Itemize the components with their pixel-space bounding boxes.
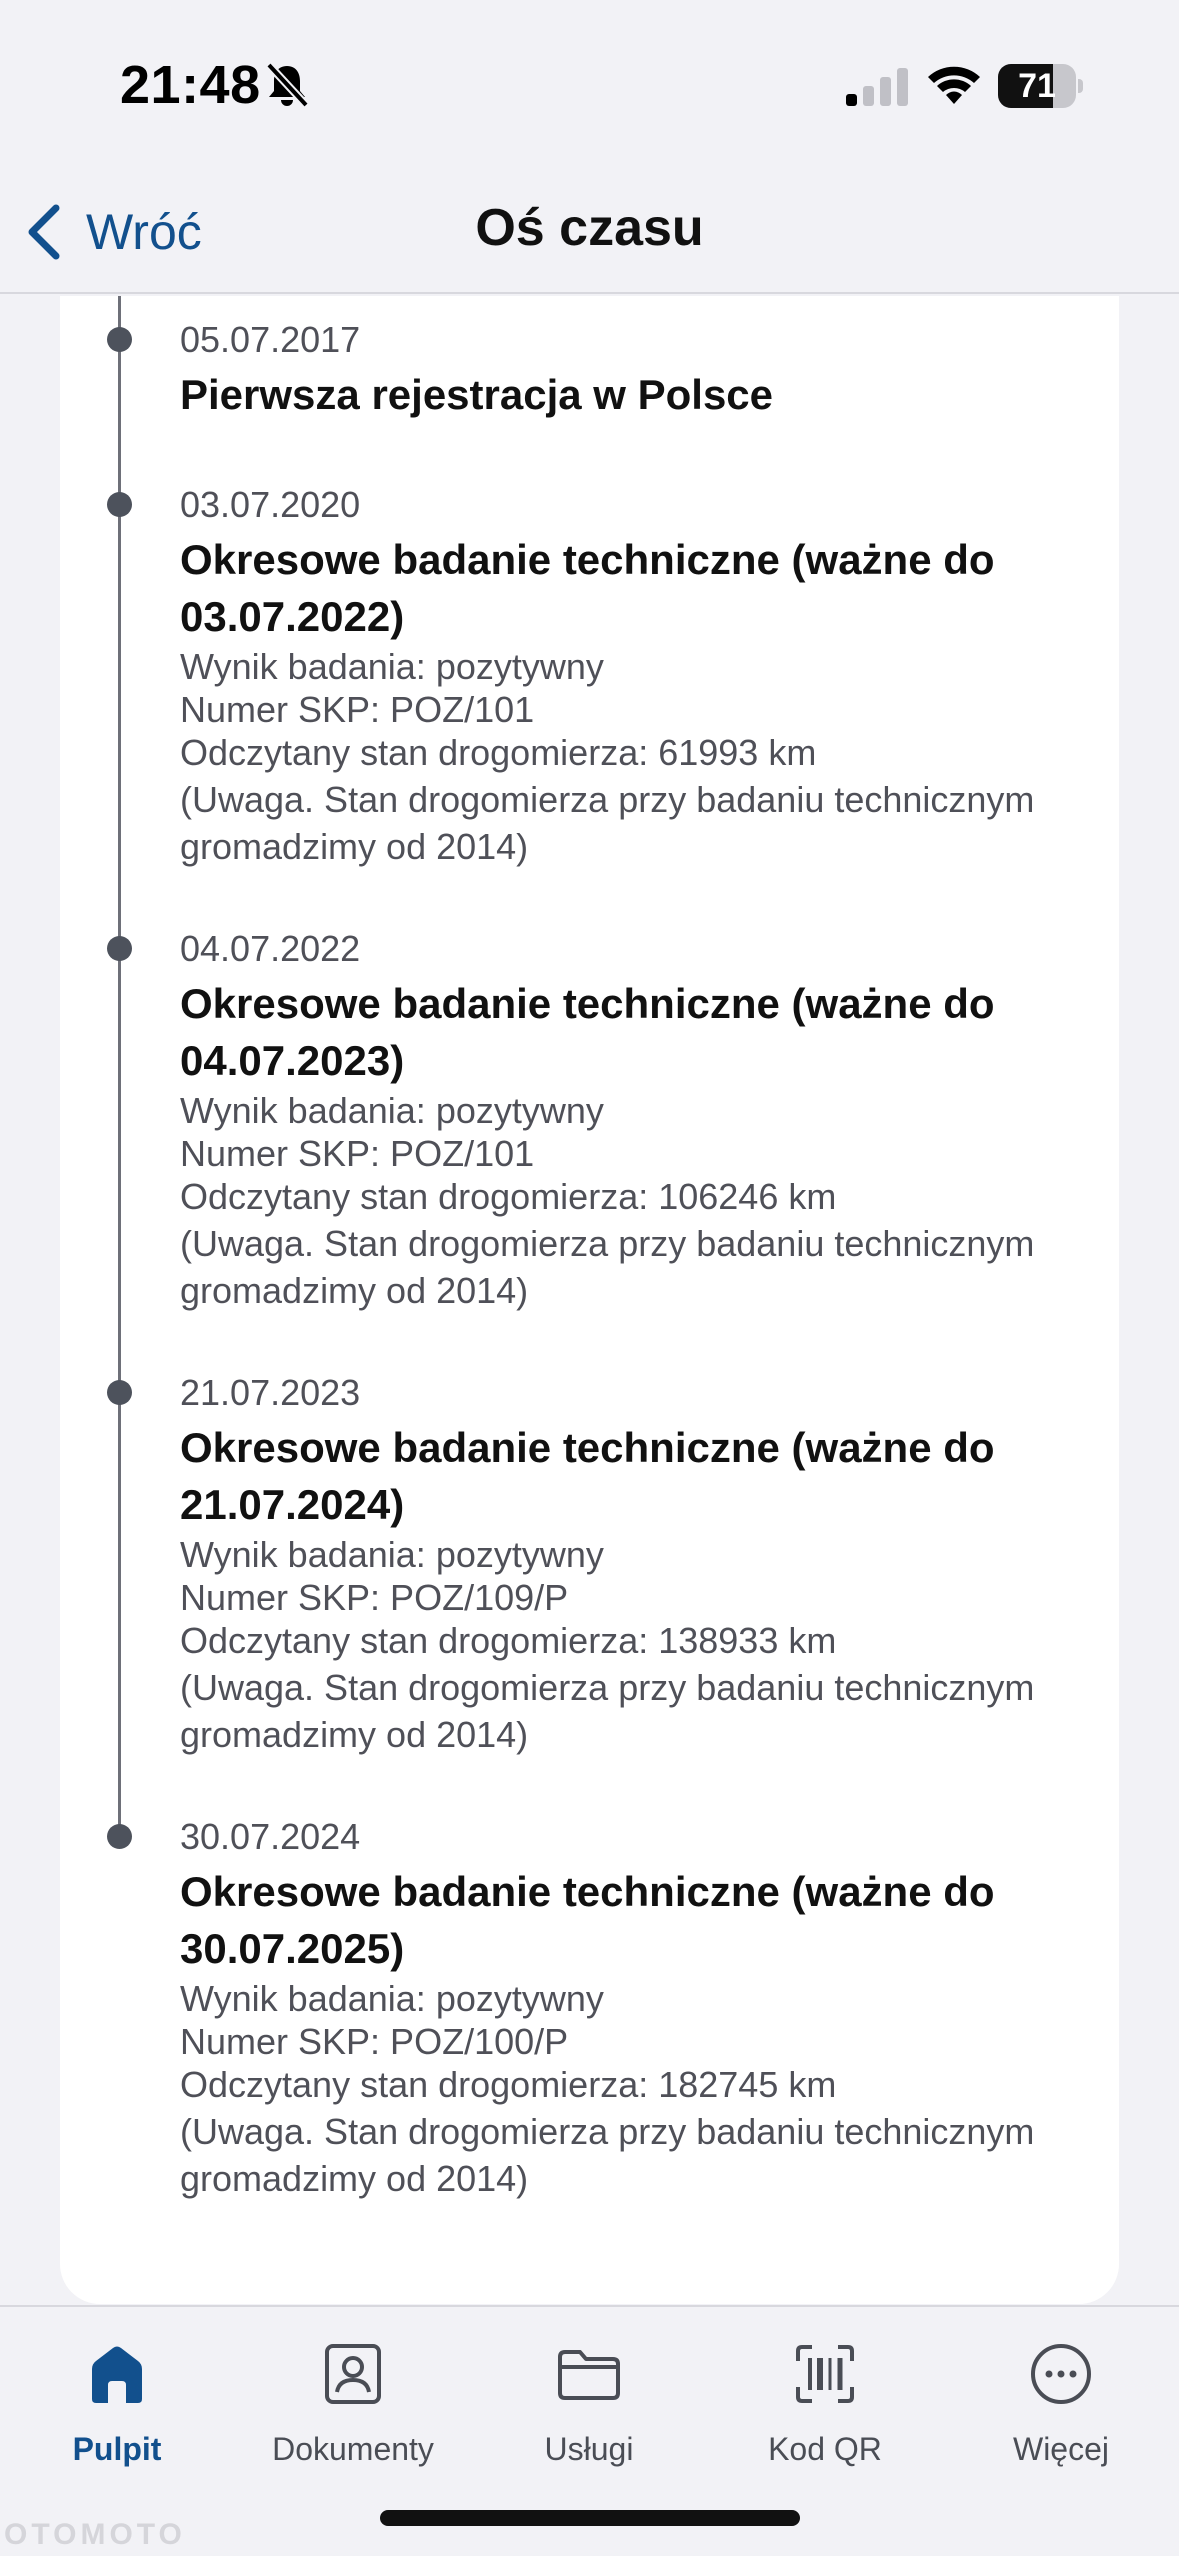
entry-note: (Uwaga. Stan drogomierza przy badaniu technicznym gromadzimy od 2014) xyxy=(180,1667,1035,1755)
timeline-dot xyxy=(107,1380,132,1405)
entry-date: 04.07.2022 xyxy=(180,928,361,969)
tab-label: Pulpit xyxy=(72,2431,162,2467)
timeline-dot xyxy=(107,936,132,961)
wifi-icon xyxy=(926,62,982,106)
entry-skp-number: Numer SKP: POZ/100/P xyxy=(180,2021,569,2062)
entry-title: Pierwsza rejestracja w Polsce xyxy=(180,371,774,418)
entry-date: 05.07.2017 xyxy=(180,319,361,360)
page-title: Oś czasu xyxy=(475,199,704,257)
tab-label: Więcej xyxy=(1012,2431,1109,2467)
entry-skp-number: Numer SKP: POZ/101 xyxy=(180,1133,535,1174)
entry-result: Wynik badania: pozytywny xyxy=(180,1978,604,2019)
tab-label: Usługi xyxy=(544,2431,634,2467)
entry-odometer: Odczytany stan drogomierza: 61993 km xyxy=(180,732,817,773)
entry-odometer: Odczytany stan drogomierza: 182745 km xyxy=(180,2064,837,2105)
entry-result: Wynik badania: pozytywny xyxy=(180,1090,604,1131)
tab-uslugi[interactable] xyxy=(479,2331,699,2481)
entry-skp-number: Numer SKP: POZ/101 xyxy=(180,689,535,730)
tab-wiecej[interactable] xyxy=(951,2331,1171,2481)
back-label: Wróć xyxy=(86,204,202,260)
battery-icon xyxy=(998,64,1082,108)
entry-odometer: Odczytany stan drogomierza: 138933 km xyxy=(180,1620,837,1661)
entry-skp-number: Numer SKP: POZ/109/P xyxy=(180,1577,569,1618)
navigation-bar xyxy=(0,170,1179,294)
timeline-dot xyxy=(107,492,132,517)
entry-title: Okresowe badanie techniczne (ważne do 21.07.2024) xyxy=(180,1424,995,1528)
home-icon xyxy=(82,2339,152,2409)
entry-date: 30.07.2024 xyxy=(180,1816,361,1857)
tab-label: Dokumenty xyxy=(272,2431,434,2467)
tab-kod-qr[interactable] xyxy=(715,2331,935,2481)
watermark: OTOMOTO xyxy=(4,2518,186,2551)
tab-dokumenty[interactable] xyxy=(243,2331,463,2481)
timeline-entry-inspection xyxy=(180,1815,1060,2202)
timeline-entry-inspection xyxy=(180,927,1060,1314)
entry-result: Wynik badania: pozytywny xyxy=(180,1534,604,1575)
entry-note: (Uwaga. Stan drogomierza przy badaniu technicznym gromadzimy od 2014) xyxy=(180,2111,1035,2199)
tab-pulpit[interactable] xyxy=(7,2331,227,2481)
entry-note: (Uwaga. Stan drogomierza przy badaniu technicznym gromadzimy od 2014) xyxy=(180,779,1035,867)
more-icon xyxy=(1026,2339,1096,2409)
timeline-line xyxy=(118,296,121,1836)
home-indicator[interactable] xyxy=(380,2510,800,2526)
status-time: 21:48 xyxy=(120,55,261,115)
entry-title: Okresowe badanie techniczne (ważne do 04.07.2023) xyxy=(180,980,995,1084)
signal-icon xyxy=(846,66,908,106)
folder-icon xyxy=(554,2339,624,2409)
tab-label: Kod QR xyxy=(768,2431,882,2467)
entry-title: Okresowe badanie techniczne (ważne do 03.07.2022) xyxy=(180,536,995,640)
entry-date: 03.07.2020 xyxy=(180,484,361,525)
entry-note: (Uwaga. Stan drogomierza przy badaniu technicznym gromadzimy od 2014) xyxy=(180,1223,1035,1311)
timeline-dot xyxy=(107,1824,132,1849)
timeline-entry-inspection xyxy=(180,483,1060,870)
battery-tip xyxy=(1078,79,1083,93)
timeline-entry-inspection xyxy=(180,1371,1060,1758)
entry-odometer: Odczytany stan drogomierza: 106246 km xyxy=(180,1176,837,1217)
entry-date: 21.07.2023 xyxy=(180,1372,361,1413)
battery-level: 71 xyxy=(1018,67,1056,105)
entry-title: Okresowe badanie techniczne (ważne do 30.07.2025) xyxy=(180,1868,995,1972)
timeline-entry-first-registration xyxy=(180,318,1060,423)
timeline-dot xyxy=(107,327,132,352)
status-bar xyxy=(0,0,1179,170)
qr-scan-icon xyxy=(790,2339,860,2409)
bell-slash-icon xyxy=(262,60,312,110)
battery-body xyxy=(998,64,1076,108)
id-card-icon xyxy=(318,2339,388,2409)
entry-result: Wynik badania: pozytywny xyxy=(180,646,604,687)
